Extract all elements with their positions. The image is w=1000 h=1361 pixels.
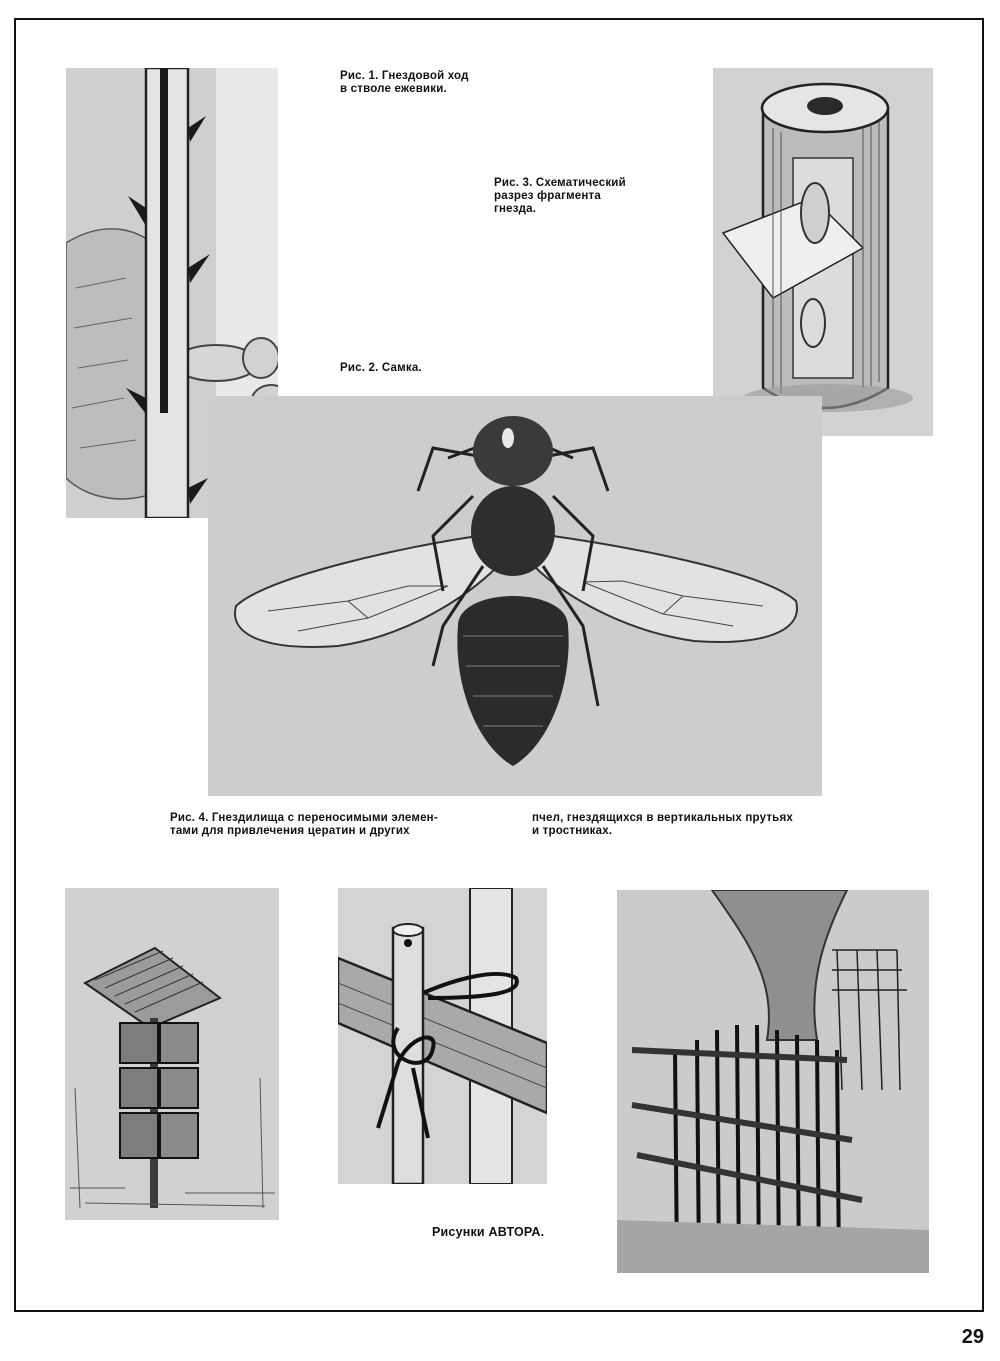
figure-3-image — [713, 68, 933, 436]
credit-caption: Рисунки АВТОРА. — [432, 1225, 545, 1239]
figure-1-caption: Рис. 1. Гнездовой ход в стволе ежевики. — [340, 70, 469, 95]
figure-4c-image — [617, 890, 929, 1273]
figure-4a-image — [65, 888, 279, 1220]
figure-4b-image — [338, 888, 547, 1184]
figure-2-caption: Рис. 2. Самка. — [340, 362, 422, 374]
figure-4-caption-left: Рис. 4. Гнездилища с переносимыми элемен- тами для привлечения цератин и других — [170, 812, 438, 837]
figure-4-caption-right: пчел, гнездящихся в вертикальных прутьях и тростниках. — [532, 812, 793, 837]
page-number: 29 — [961, 1326, 984, 1348]
figure-2-image — [208, 396, 822, 796]
figure-3-caption: Рис. 3. Схематический разрез фрагмента гнезда. — [494, 177, 626, 215]
